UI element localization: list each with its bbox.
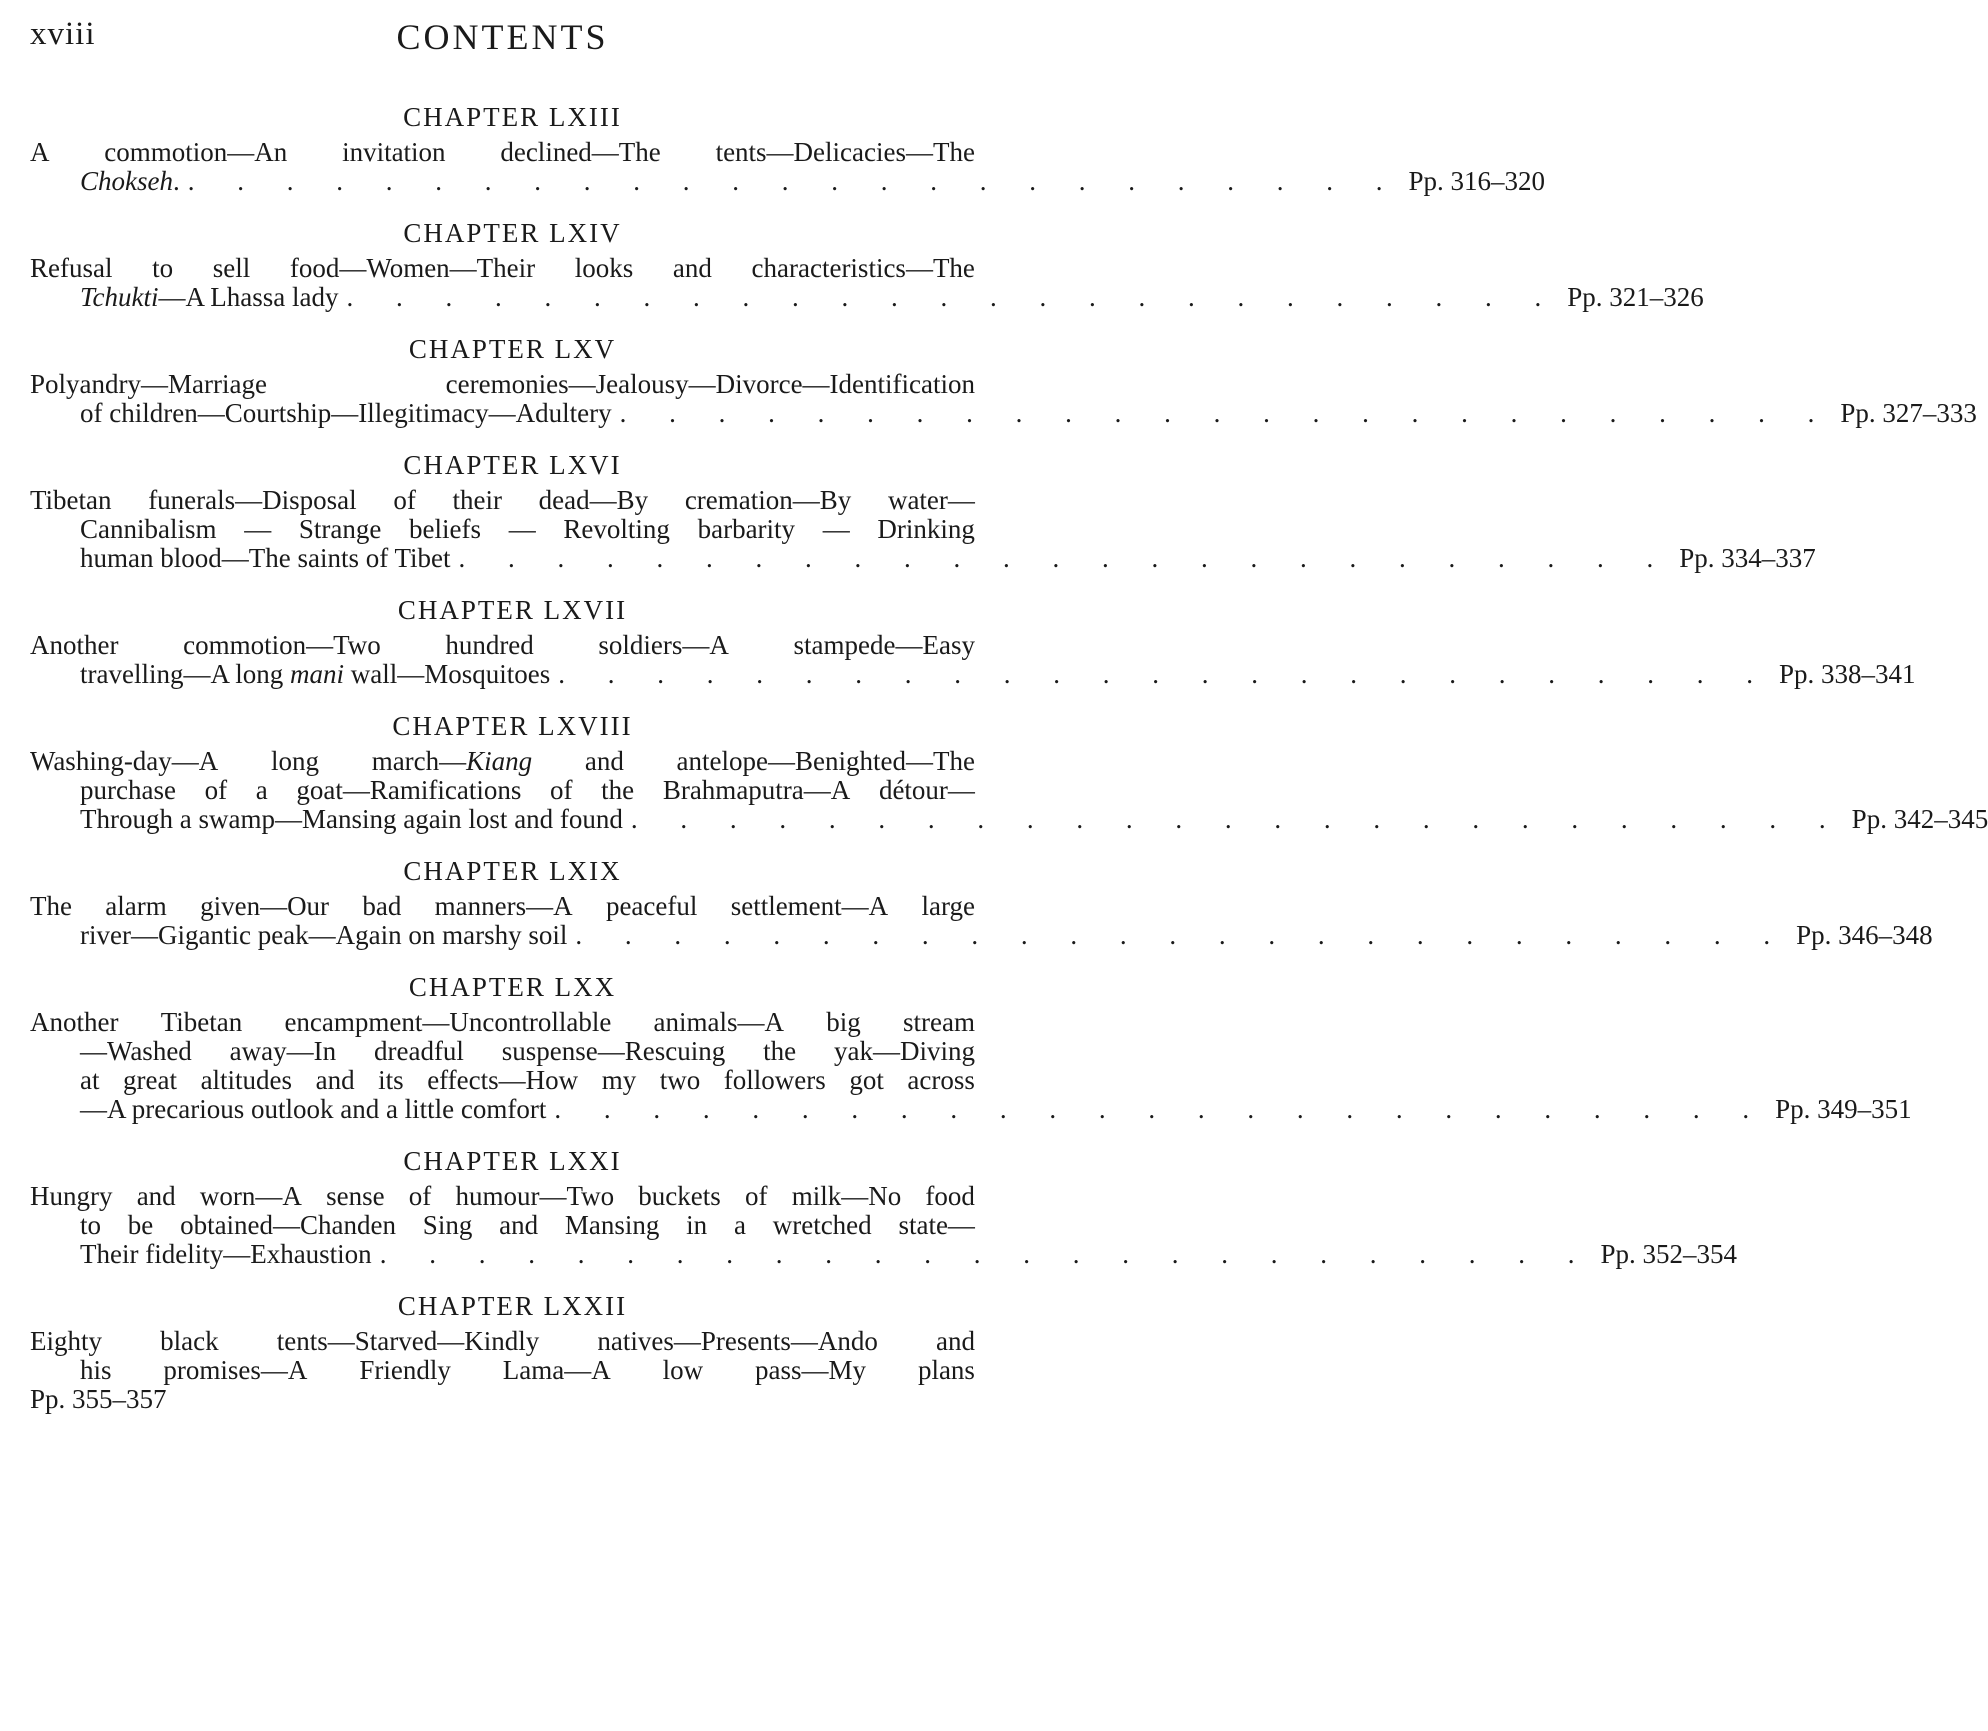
chapter-title: CHAPTER LXXI [403,1146,622,1176]
chapter-summary [30,369,1977,428]
chapter-entry [30,332,1977,428]
dot-leader: . . . . . . . . . . . . . . . . . . . . . . . . . [575,920,1789,950]
summary-last-line [30,1094,1912,1124]
summary-line: at great altitudes and its effects—How my two followers got across [80,1065,975,1095]
chapter-entry [30,854,1933,950]
running-head [30,0,975,100]
chapter-title: CHAPTER LXIX [403,856,622,886]
chapter-entry [30,593,1916,689]
chapter-summary [30,1327,975,1414]
summary-text: travelling—A long mani wall—Mosquitoes [80,659,551,689]
chapter-title: CHAPTER LXVI [403,450,622,480]
chapter-title: CHAPTER LXXII [397,1291,628,1321]
summary-line: Tibetan funerals—Disposal of their dead—By cremation—By water— [30,485,975,515]
chapter-entry [30,1144,1737,1269]
dot-leader: . . . . . . . . . . . . . . . . . . . . . . . . . [458,543,1672,573]
chapter-title: CHAPTER LXV [408,334,617,364]
summary-last-line [30,659,1916,689]
summary-line: Refusal to sell food—Women—Their looks and characteristics—The [30,253,975,283]
chapter-summary [30,137,1546,196]
chapter-title: CHAPTER LXIII [403,102,622,132]
summary-text: Chokseh. [80,166,180,196]
summary-text: —A precarious outlook and a little comfort [80,1094,547,1124]
chapter-summary [30,630,1916,689]
chapter-summary [30,891,1933,950]
chapter-entry [30,448,1816,573]
summary-line: Another commotion—Two hundred soldiers—A stampede—Easy [30,630,975,660]
summary-line: Polyandry—Marriage ceremonies—Jealousy—Divorce—Identification [30,369,975,399]
chapter-entry [30,709,1988,834]
dot-leader: . . . . . . . . . . . . . . . . . . . . . . . . . [619,398,1833,428]
summary-text: Their fidelity—Exhaustion [80,1239,372,1269]
summary-line: Cannibalism — Strange beliefs — Revolting barbarity — Drinking [80,514,975,544]
summary-last-line [30,398,1977,428]
chapter-summary [30,485,1816,573]
summary-text: river—Gigantic peak—Again on marshy soil [80,920,568,950]
summary-line: Another Tibetan encampment—Uncontrollable animals—A big stream [30,1007,975,1037]
page-range: Pp. 349–351 [1775,1094,1912,1124]
page-range: Pp. 327–333 [1840,398,1977,428]
summary-line: Hungry and worn—A sense of humour—Two buckets of milk—No food [30,1181,975,1211]
dot-leader: . . . . . . . . . . . . . . . . . . . . . . . . . [630,804,1844,834]
summary-text: of children—Courtship—Illegitimacy—Adultery [80,398,612,428]
page-range: Pp. 355–357 [30,1384,167,1414]
page-number: xviii [30,16,96,52]
summary-line: to be obtained—Chanden Sing and Mansing in a wretched state— [80,1210,975,1240]
chapter-entry [30,100,1546,196]
dot-leader: . . . . . . . . . . . . . . . . . . . . . . . . . [558,659,1771,689]
chapter-summary [30,253,1704,312]
chapter-summary [30,1007,1912,1124]
summary-text: human blood—The saints of Tibet [80,543,451,573]
chapter-entry [30,216,1704,312]
dot-leader: . . . . . . . . . . . . . . . . . . . . . . . . . [187,166,1401,196]
page-range: Pp. 338–341 [1778,659,1916,689]
summary-last-line [30,543,1816,573]
dot-leader: . . . . . . . . . . . . . . . . . . . . . . . . . [379,1239,1593,1269]
summary-last-line [30,920,1933,950]
summary-line: The alarm given—Our bad manners—A peaceful settlement—A large [30,891,975,921]
summary-last-line [30,282,1704,312]
summary-line: Eighty black tents—Starved—Kindly natives—Presents—Ando and [30,1326,975,1356]
chapter-title: CHAPTER LXIV [403,218,622,248]
summary-line: Washing-day—A long march—Kiang and antelope—Benighted—The [30,746,975,776]
summary-last-line [30,804,1988,834]
page-range: Pp. 346–348 [1796,920,1933,950]
chapter-list [30,100,1988,1414]
chapter-summary [30,746,1988,834]
chapter-title: CHAPTER LXVII [397,595,628,625]
contents-page [30,0,1988,1434]
dot-leader: . . . . . . . . . . . . . . . . . . . . . . . . . [346,282,1560,312]
chapter-summary [30,1181,1737,1269]
page-range: Pp. 342–345 [1851,804,1988,834]
summary-line: purchase of a goat—Ramifications of the Brahmaputra—A détour— [80,775,975,805]
page-range: Pp. 321–326 [1567,282,1704,312]
summary-text: Through a swamp—Mansing again lost and found [80,804,623,834]
page-range: Pp. 352–354 [1600,1239,1737,1269]
summary-last-line [30,1239,1737,1269]
page-range: Pp. 316–320 [1408,166,1546,196]
summary-last-line [30,166,1546,196]
page-range: Pp. 334–337 [1679,543,1816,573]
summary-line: A commotion—An invitation declined—The tents—Delicacies—The [30,137,975,167]
summary-line: —Washed away—In dreadful suspense—Rescuing the yak—Diving [80,1036,975,1066]
chapter-title: CHAPTER LXX [408,972,617,1002]
dot-leader: . . . . . . . . . . . . . . . . . . . . . . . . . [554,1094,1768,1124]
chapter-entry [30,1289,975,1414]
summary-line: his promises—A Friendly Lama—A low pass—My plans [80,1355,975,1385]
chapter-entry [30,970,1912,1124]
page-title: CONTENTS [396,17,609,57]
chapter-title: CHAPTER LXVIII [392,711,633,741]
summary-text: Tchukti—A Lhassa lady [80,282,339,312]
